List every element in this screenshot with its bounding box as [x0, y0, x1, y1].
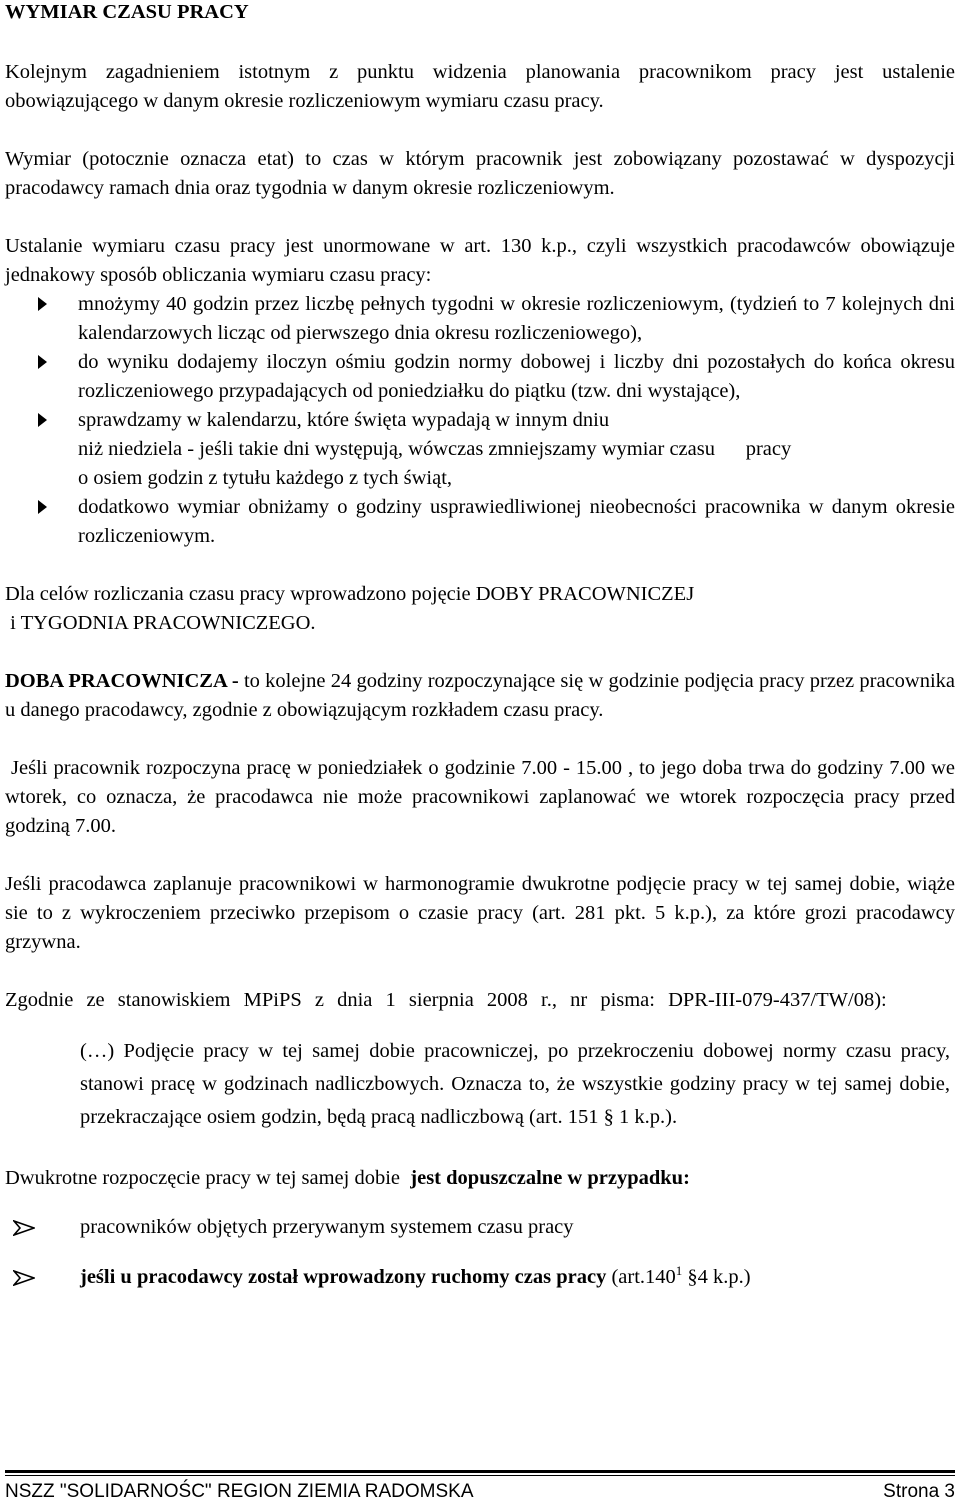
paragraph-ustalanie: Ustalanie wymiaru czasu pracy jest unormowane w art. 130 k.p., czyli wszystkich pracodawców obowiązuje jednakowy sposób obliczania wymiaru czasu pracy:	[5, 235, 955, 286]
paragraph-wymiar: Wymiar (potocznie oznacza etat) to czas w którym pracownik jest zobowiązany pozostawać w dyspozycji pracodawcy ramach dnia oraz tygodnia w danym okresie rozliczeniowym.	[5, 148, 955, 199]
triangle-bullet-icon	[38, 297, 47, 311]
calculation-steps-list	[5, 290, 955, 551]
paragraph-dwukrotne: Dwukrotne rozpoczęcie pracy w tej samej dobie jest dopuszczalne w przypadku:	[5, 1167, 690, 1189]
paragraph-stanowisko: Zgodnie ze stanowiskiem MPiPS z dnia 1 sierpnia 2008 r., nr pisma: DPR-III-079-437/TW/08):	[5, 989, 887, 1011]
page-footer	[5, 1470, 955, 1505]
triangle-bullet-icon	[38, 413, 47, 427]
allowed-cases-list	[5, 1213, 955, 1292]
paragraph-intro: Kolejnym zagadnieniem istotnym z punktu widzenia planowania pracownikom pracy jest ustalenie obowiązującego w danym okresie rozliczeniowym wymiaru czasu pracy.	[5, 61, 955, 112]
list-item: jeśli u pracodawcy został wprowadzony ruchomy czas pracy (art.140$^1$ §4 k.p.)	[5, 1263, 955, 1292]
section-sign: §	[603, 1106, 614, 1128]
quote-mpips: (…) Podjęcie pracy w tej samej dobie pracowniczej, po przekroczeniu dobowej normy czasu pracy, stanowi pracę w godzinach nadliczbowych. Oznacza to, że wszystkie godziny pracy w tej samej dobie, przekraczające osiem godzin, będą pracą nadliczbową (art. 151 § 1 k.p.).	[80, 1040, 950, 1128]
paragraph-doba-definicja: Dla celów rozliczania czasu pracy wprowadzono pojęcie DOBY PRACOWNICZEJ i TYGODNIA PRACOWNICZEGO.	[5, 583, 695, 634]
triangle-bullet-icon	[38, 355, 47, 369]
document-page	[5, 0, 960, 1292]
section-sign: §	[687, 1266, 698, 1288]
arrowhead-bullet-icon	[13, 1270, 35, 1286]
paragraph-doba-pracownicza: DOBA PRACOWNICZA - to kolejne 24 godziny rozpoczynające się w godzinie podjęcia pracy przez pracownika u danego pracodawcy, zgodnie z obowiązującym rozkładem czasu pracy.	[5, 670, 955, 721]
triangle-bullet-icon	[38, 500, 47, 514]
page-title: WYMIAR CZASU PRACY	[5, 1, 249, 23]
footer-page-number: Strona 3	[883, 1481, 955, 1502]
footer-organization: NSZZ "SOLIDARNOŚC" REGION ZIEMIA RADOMSKA	[5, 1481, 474, 1502]
list-item: mnożymy 40 godzin przez liczbę pełnych tygodni w okresie rozliczeniowym, (tydzień to 7 kolejnych dni kalendarzowych licząc od pierwszego dnia okresu rozliczeniowego),	[5, 290, 955, 348]
paragraph-przyklad: Jeśli pracownik rozpoczyna pracę w poniedziałek o godzinie 7.00 - 15.00 , to jego doba trwa do godziny 7.00 we wtorek, co oznacza, że pracodawca nie może pracownikowi zaplanować we wtorek rozpoczęcia pracy przed godziną 7.00.	[5, 757, 960, 837]
list-item: sprawdzamy w kalendarzu, które święta wypadają w innym dniu niż niedziela - jeśli takie dni występują, wówczas zmniejszamy wymiar czasu pracy o osiem godzin z tytułu każdego z tych świąt,	[5, 406, 955, 493]
list-item: do wyniku dodajemy iloczyn ośmiu godzin normy dobowej i liczby dni pozostałych do końca okresu rozliczeniowego przypadających od poniedziałku do piątku (tzw. dni wystające),	[5, 348, 955, 406]
arrowhead-bullet-icon	[13, 1220, 35, 1236]
list-item: pracowników objętych przerywanym systemem czasu pracy	[5, 1213, 955, 1242]
list-item: dodatkowo wymiar obniżamy o godziny usprawiedliwionej nieobecności pracownika w danym okresie rozliczeniowym.	[5, 493, 955, 551]
paragraph-wykroczenie: Jeśli pracodawca zaplanuje pracownikowi w harmonogramie dwukrotne podjęcie pracy w tej samej dobie, wiąże sie to z wykroczeniem przeciwko przepisom o czasie pracy (art. 281 pkt. 5 k.p.), za które grozi pracodawcy grzywna.	[5, 873, 955, 953]
